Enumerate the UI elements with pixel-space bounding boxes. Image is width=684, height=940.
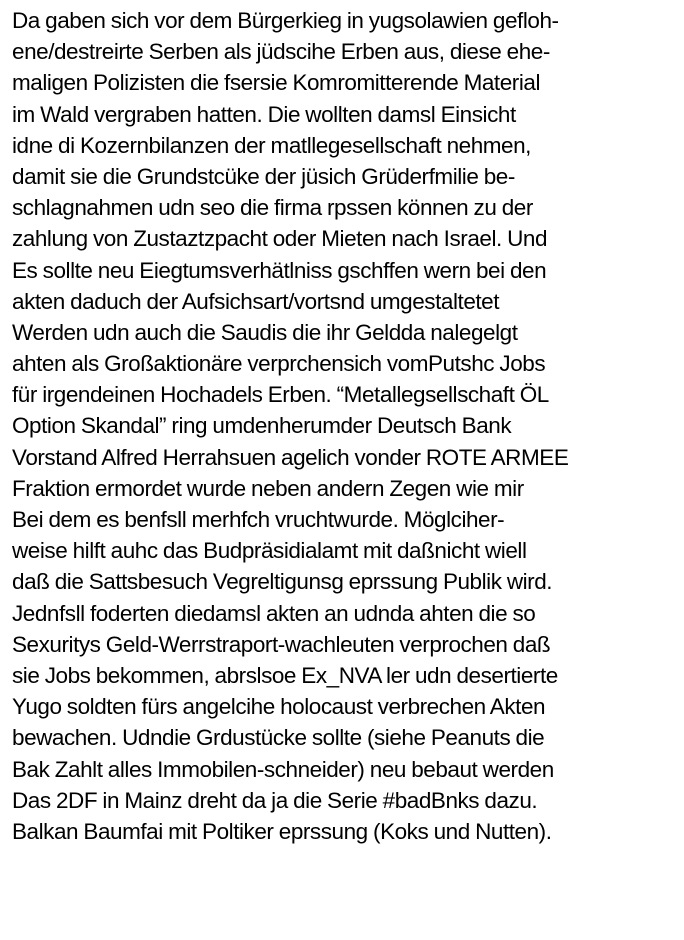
- text-line: akten daduch der Aufsichsart/vortsnd umgestaltetet: [12, 288, 500, 314]
- text-line: Vorstand Alfred Herrahsuen agelich vonder ROTE ARMEE: [12, 444, 569, 470]
- text-line: Bak Zahlt alles Immobilen-schneider) neu bebaut werden: [12, 756, 554, 782]
- text-line: Option Skandal” ring umdenherumder Deutsch Bank: [12, 413, 512, 439]
- text-line: sie Jobs bekommen, abrslsoe Ex_NVA ler udn desertierte: [12, 662, 558, 688]
- text-line: Es sollte neu Eiegtumsverhätlniss gschffen wern bei den: [12, 257, 547, 283]
- text-line: Werden udn auch die Saudis die ihr Geldda nalegelgt: [12, 319, 518, 345]
- text-line: idne di Kozernbilanzen der matllegesellschaft nehmen,: [12, 132, 531, 158]
- text-line: im Wald vergraben hatten. Die wollten damsl Einsicht: [12, 101, 516, 127]
- text-line: ahten als Großaktionäre verprchensich vomPutshc Jobs: [12, 351, 546, 377]
- text-line: Fraktion ermordet wurde neben andern Zegen wie mir: [12, 475, 524, 501]
- text-line: Balkan Baumfai mit Poltiker eprssung (Koks und Nutten).: [12, 818, 552, 844]
- text-line: bewachen. Udndie Grdustücke sollte (siehe Peanuts die: [12, 725, 545, 751]
- text-line: damit sie die Grundstcüke der jüsich Grüderfmilie be-: [12, 163, 515, 189]
- text-line: Yugo soldten fürs angelcihe holocaust verbrechen Akten: [12, 694, 546, 720]
- text-line: Bei dem es benfsll merhfch vruchtwurde. Möglciher-: [12, 507, 505, 532]
- text-line: Da gaben sich vor dem Bürgerkieg in yugsolawien gefloh-: [12, 8, 559, 33]
- text-line: Jednfsll foderten diedamsl akten an udnda ahten die so: [12, 600, 536, 626]
- body-text: [12, 5, 680, 847]
- text-line: schlagnahmen udn seo die firma rpssen können zu der: [12, 195, 533, 221]
- text-line: weise hilft auhc das Budpräsidialamt mit daßnicht wiell: [12, 538, 527, 564]
- text-line: maligen Polizisten die fsersie Komromitterende Material: [12, 70, 540, 96]
- text-line: daß die Sattsbesuch Vegreltigunsg eprssung Publik wird.: [12, 569, 553, 595]
- text-line: Das 2DF in Mainz dreht da ja die Serie #badBnks dazu.: [12, 787, 538, 813]
- text-line: Sexuritys Geld-Werrstraport-wachleuten verprochen daß: [12, 631, 551, 657]
- text-line: für irgendeinen Hochadels Erben. “Metallegsellschaft ÖL: [12, 382, 549, 408]
- text-line: zahlung von Zustaztzpacht oder Mieten nach Israel. Und: [12, 226, 548, 252]
- text-line: ene/destreirte Serben als jüdscihe Erben aus, diese ehe-: [12, 39, 550, 65]
